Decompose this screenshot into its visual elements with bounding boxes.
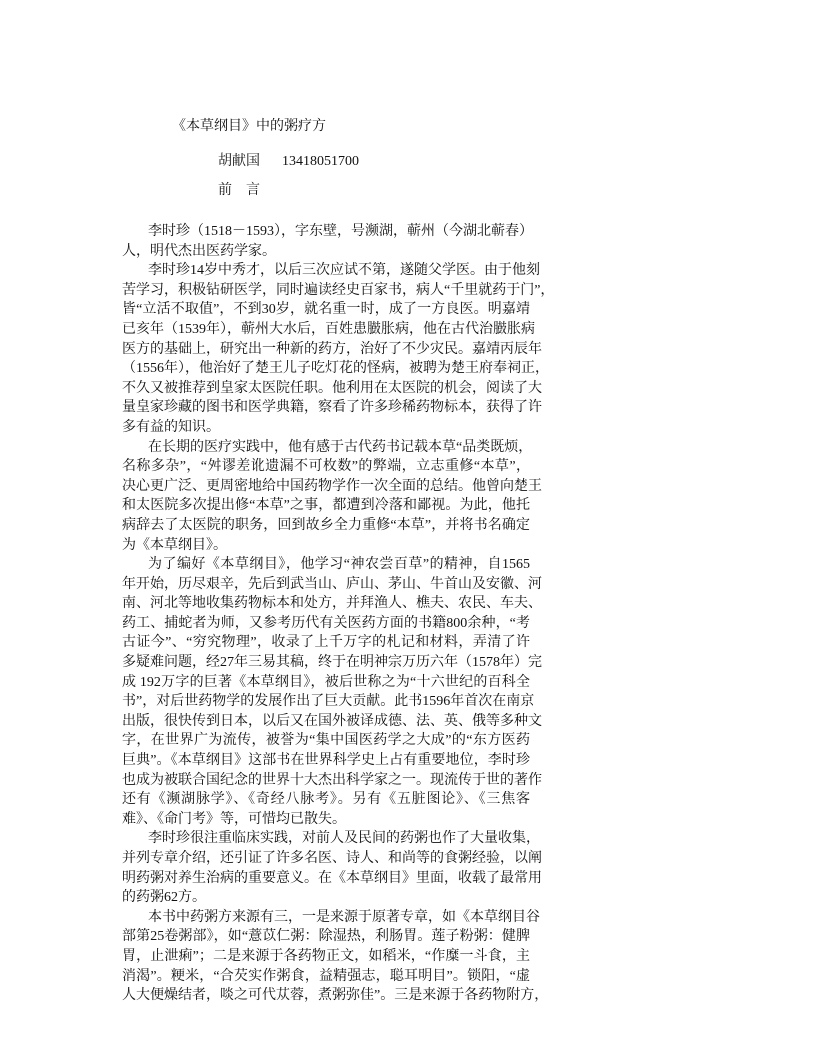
- paragraph-line: 人大便燥结者，啖之可代苁蓉，煮粥弥佳”。三是来源于各药物附方，: [122, 988, 549, 1004]
- paragraph-line: 胃，止泄痢”；二是来源于各药物正文，如稻米，“作糜一斗食，主: [122, 948, 530, 964]
- paragraph-line: 还有《濒湖脉学》、《奇经八脉考》。另有《五脏图论》、《三焦客: [122, 792, 530, 808]
- paragraph-line: 苦学习，积极钻研医学，同时遍读经史百家书，病人“千里就药于门”，: [122, 282, 555, 298]
- paragraph-line: 李时珍14岁中秀才，以后三次应试不第，遂随父学医。由于他刻: [148, 263, 540, 279]
- paragraph-line: 难》、《命门考》等，可惜均已散失。: [122, 811, 346, 827]
- paragraph-line: 药工、捕蛇者为师，又参考历代有关医药方面的书籍800余种，“考: [122, 615, 530, 631]
- author-name: 胡献国: [218, 154, 260, 169]
- paragraph-line: 李时珍（1518－1593），字东壁，号濒湖，蕲州（今湖北蕲春）: [148, 224, 533, 239]
- paragraph-line: 出版，很快传到日本，以后又在国外被译成德、法、英、俄等多种文: [122, 713, 542, 729]
- paragraph-line: 明药粥对养生治病的重要意义。在《本草纲目》里面，收载了最常用: [122, 870, 542, 886]
- paragraph-line: 南、河北等地收集药物标本和处方，并拜渔人、樵夫、农民、车夫、: [122, 596, 542, 612]
- paragraph-line: 为《本草纲目》。: [122, 537, 227, 553]
- paragraph-line: 病辞去了太医院的职务，回到故乡全力重修“本草”，并将书名确定: [122, 517, 530, 533]
- paragraph-line: 的药粥62方。: [122, 890, 206, 906]
- paragraph-line: 成 192万字的巨著《本草纲目》，被后世称之为“十六世纪的百科全: [122, 674, 530, 690]
- paragraph-line: 为了编好《本草纲目》，他学习“神农尝百草”的精神，自1565: [148, 557, 530, 573]
- paragraph-line: 并列专章介绍，还引证了许多名医、诗人、和尚等的食粥经验，以阐: [122, 851, 542, 866]
- paragraph-line: 消渴”。粳米，“合芡实作粥食，益精强志，聪耳明目”。锁阳，“虚: [122, 968, 530, 984]
- paragraph-line: 皆“立活不取值”，不到30岁，就名重一时，成了一方良医。明嘉靖: [122, 302, 530, 318]
- paragraph-line: 不久又被推荐到皇家太医院任职。他利用在太医院的机会，阅读了大: [122, 380, 542, 396]
- paragraph-line: 人，明代杰出医药学家。: [122, 243, 276, 259]
- paragraph-line: 医方的基础上，研究出一种新的药方，治好了不少灾民。嘉靖丙辰年: [122, 341, 542, 357]
- paragraph-line: 量皇家珍藏的图书和医学典籍，察看了许多珍稀药物标本，获得了许: [122, 400, 542, 416]
- section-heading: 前言: [218, 183, 274, 198]
- paragraph-line: 和太医院多次提出修“本草”之事，都遭到冷落和鄙视。为此，他托: [122, 498, 530, 514]
- paragraph-line: 决心更广泛、更周密地给中国药物学作一次全面的总结。他曾向楚王: [122, 478, 542, 494]
- paragraph-line: 在长期的医疗实践中，他有感于古代药书记载本草“品类既烦，: [148, 439, 533, 455]
- paragraph-line: 名称多杂”，“舛谬差讹遗漏不可枚数”的弊端，立志重修“本草”，: [122, 459, 530, 475]
- paragraph-line: 已亥年（1539年），蕲州大水后，百姓患臌胀病，他在古代治臌胀病: [122, 321, 535, 337]
- paragraph-line: 部第25卷粥部》，如“薏苡仁粥：除湿热，利肠胃。莲子粉粥：健脾: [122, 929, 530, 945]
- paragraph-line: 也成为被联合国纪念的世界十大杰出科学家之一。现流传于世的著作: [122, 772, 542, 788]
- paragraph-line: 多有益的知识。: [122, 419, 220, 435]
- paragraph-line: 书”，对后世药物学的发展作出了巨大贡献。此书1596年首次在南京: [122, 694, 535, 710]
- paragraph-line: 古证今”、“穷究物理”，收录了上千万字的札记和材料，弄清了许: [122, 635, 530, 651]
- document-title: 《本草纲目》中的粥疗方: [172, 119, 326, 134]
- author-phone: 13418051700: [282, 154, 359, 169]
- paragraph-line: 字，在世界广为流传，被誉为“集中国医药学之大成”的“东方医药: [122, 733, 530, 749]
- paragraph-line: 年开始，历尽艰辛，先后到武当山、庐山、茅山、牛首山及安徽、河: [122, 576, 542, 592]
- paragraph-line: 多疑难问题，经27年三易其稿，终于在明神宗万历六年（1578年）完: [122, 655, 542, 671]
- paragraph-line: 本书中药粥方来源有三，一是来源于原著专章，如《本草纲目谷: [148, 909, 540, 925]
- paragraph-line: 李时珍很注重临床实践，对前人及民间的药粥也作了大量收集，: [148, 831, 540, 847]
- paragraph-line: 巨典”。《本草纲目》这部书在世界科学史上占有重要地位，李时珍: [122, 753, 530, 769]
- paragraph-line: （1556年），他治好了楚王儿子吃灯花的怪病，被聘为楚王府奉祠正，: [122, 361, 549, 377]
- document-body: [122, 222, 555, 1006]
- author-line: [218, 150, 359, 170]
